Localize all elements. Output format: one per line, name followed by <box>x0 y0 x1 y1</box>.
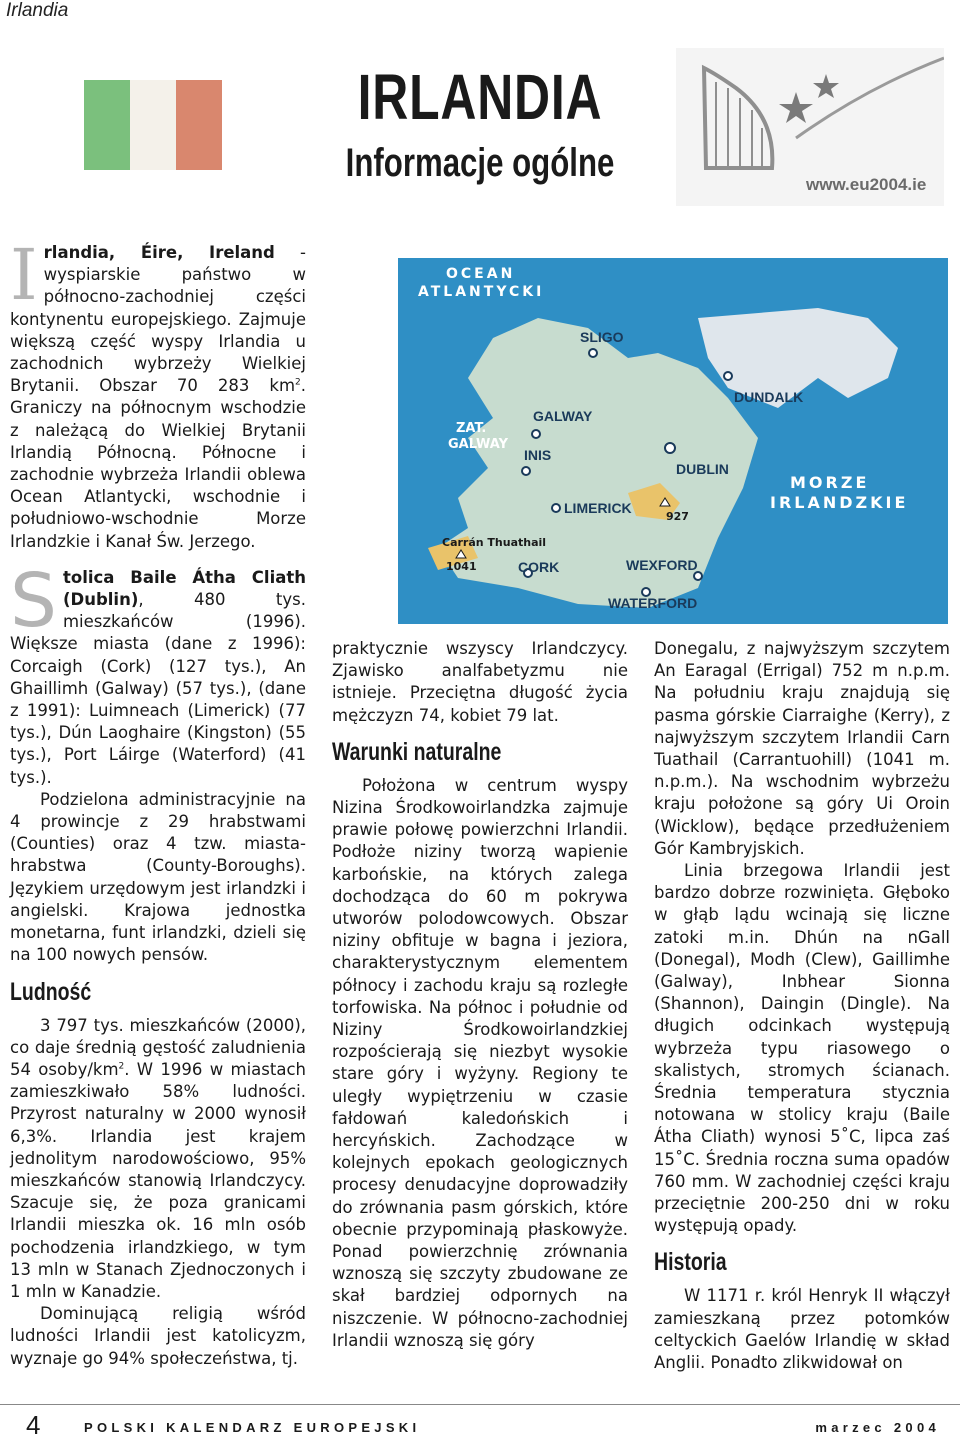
section-tag: Irlandia <box>6 0 69 21</box>
heading-ludnosc: Ludność <box>10 977 92 1006</box>
page-subtitle: Informacje ogólne <box>345 141 615 185</box>
population-text-a: 3 797 tys. mieszkańców (2000), co daje średnią gęstość zaludnienia 54 osoby/km <box>10 1015 306 1079</box>
peak-name-carran: Carrán Thuathail <box>442 536 547 549</box>
flag-white-stripe <box>130 80 176 170</box>
city-dublin: DUBLIN <box>676 461 729 477</box>
religion-continued-paragraph: praktycznie wszyscy Irlandczycy. Zjawisko analfabetyzmu nie istnieje. Przeciętna długość życia mężczyzn 74, kobiet 79 lat. <box>332 639 628 725</box>
city-inis: INIS <box>524 447 552 463</box>
intro-lead: rlandia, Éire, Ireland <box>43 243 275 262</box>
city-sligo: SLIGO <box>580 329 624 345</box>
irish-flag-icon <box>84 80 222 170</box>
administration-paragraph: Podzielona administracyjnie na 4 prowincje z 29 hrabstwami (Counties) oraz 4 tzw. miasta-hrabstwa (County-Boroughs). Językiem urzędowym jest irlandzki i angielski. Krajowa jednostka monetarna, funt irlandzki, dzieli się na 100 nowych pensów. <box>10 789 306 965</box>
logo-url: www.eu2004.ie <box>806 175 927 194</box>
ireland-map <box>398 258 948 624</box>
heading-historia: Historia <box>654 1248 727 1277</box>
page-number: 4 <box>26 1410 41 1440</box>
intro-text-a: - wyspiarskie państwo w północno-zachodniej części kontynentu europejskiego. Zajmuje większą część wyspy Irlandia u zachodnich wybrzeży Wielkiej Brytanii. Obszar 70 283 km <box>10 243 306 396</box>
city-dundalk: DUNDALK <box>734 389 804 405</box>
column-1 <box>10 234 306 1370</box>
flag-green-stripe <box>84 80 130 170</box>
nature-paragraph: Położona w centrum wyspy Nizina Środkowoirlandzka zajmuje prawie połowę powierzchni Irlandii. Podłoże niziny tworzą wapienie karbońskie, na których zalega dochodząca do 60 m pokrywa utworów polodowcowych. Obszar niziny obfituje w bagna i jeziora, charakterystycznym elementem północy i zachodu kraju są rozległe torfowiska. Na północ i południe od Niziny Środkowoirlandzkiej rozpościerają się niezbyt wysokie stare góry i wyżyny. Regiony te uległy wypiętrzeniu w czasie fałdowań kaledońskich i hercyńskich. Zachodzące w kolejnych epokach geologicznych procesy denudacyjne doprowadziły do zrównania pasm górskich, które obecnie przypominają płaskowyże. Ponad powierzchnię zrównania wznoszą się szczyty zbudowane ze skał bardziej odpornych na niszczenie. W północno-zachodniej Irlandii wznoszą się góry <box>332 775 628 1350</box>
history-paragraph: W 1171 r. król Henryk II włączył zamieszkaną przez potomków celtyckich Gaelów Irlandię w skład Anglii. Ponadto zlikwidował on <box>654 1286 950 1373</box>
population-text-b: . W 1996 w miastach zamieszkiwało 58% ludności. Przyrost naturalny w 2000 wynosił 6,3%. Irlandia jest krajem jednolitym narodowościowo, 95% mieszkańców stanowią Irlandczycy. Szacuje się, że poza granicami Irlandii mieszka ok. 16 mln osób pochodzenia irlandzkiego, w tym 13 mln w Stanach Zjednoczonych i 1 mln w Kanadzie. <box>10 1059 306 1301</box>
bay-label-galway: GALWAY <box>448 437 508 452</box>
city-limerick: LIMERICK <box>564 500 632 516</box>
capital-paragraph <box>10 557 306 789</box>
page-title-block <box>340 62 621 188</box>
footer-publication: POLSKI KALENDARZ EUROPEJSKI <box>84 1420 421 1435</box>
heading-warunki-naturalne: Warunki naturalne <box>332 737 502 766</box>
sea-label-atlantycki: ATLANTYCKI <box>418 284 545 300</box>
city-wexford: WEXFORD <box>626 557 698 573</box>
mountains-paragraph: Donegalu, z najwyższym szczytem An Earagal (Errigal) 752 m n.p.m. Na południu kraju znajdują się pasma górskie Ciarraighe (Kerry), z najwyższym szczytem Irlandii Carn Tuathail (Carrantuohill) (1041 m. n.p.m.). Na wschodnim wybrzeżu kraju położone są góry Ui Oroin (Wicklow), będące przedłużeniem Gór Kambryjskich. <box>654 639 950 858</box>
flag-orange-stripe <box>176 80 222 170</box>
intro-text-b: . Graniczy na północnym wschodzie z należącą do Wielkiej Brytanii Irlandią Północną. Północne i zachodnie wybrzeża Irlandii oblewa Ocean Atlantycki, wschodnie i południowo-wschodnie Morze Irlandzkie i Kanał Św. Jerzego. <box>10 376 306 551</box>
footer-date: marzec 2004 <box>815 1420 940 1435</box>
bay-label-zat: ZAT. <box>456 421 487 436</box>
coastline-paragraph: Linia brzegowa Irlandii jest bardzo dobrze rozwinięta. Głęboko w głąb lądu wcinają się liczne zatoki m.in. Dhún na nGall (Donegal), Modh (Clew), Gaillimhe (Galway), Inbhear Sionna (Shannon), Daingin (Dingle). Na długich odcinkach występują wybrzeża typu riasowego o skalistych, stromych ścianach. Średnia temperatura stycznia notowana w stolicy kraju (Baile Átha Cliath) wynosi 5˚C, lipca zaś 15˚C. Średnia roczna suma opadów 760 mm. W zachodniej części kraju przeciętnie 200-250 dni w roku występują opady. <box>654 861 950 1236</box>
peak-elev-927: 927 <box>666 510 689 523</box>
city-cork: CORK <box>518 559 560 575</box>
page-title: IRLANDIA <box>357 61 603 133</box>
religion-paragraph: Dominującą religią wśród ludności Irlandii jest katolicyzm, wyznaje go 94% społeczeństwa, tj. <box>10 1304 306 1368</box>
column-3 <box>654 638 950 1374</box>
footer-divider <box>0 1404 960 1405</box>
capital-text: , 480 tys. mieszkańców (1996). Większe miasta (dane z 1996): Corcaigh (Cork) (127 tys.), An Ghaillimh (Galway) (57 tys.), (dane z 1991): Luimneach (Limerick) (77 tys.), Dún Laoghaire (Kingston) (55 tys.), Port Láirge (Waterford) (41 tys.). <box>10 590 306 787</box>
dropcap-s: S <box>10 557 57 644</box>
sea-label-irlandzkie: IRLANDZKIE <box>770 493 909 512</box>
peak-elev-1041: 1041 <box>446 560 477 573</box>
intro-paragraph <box>10 234 306 553</box>
capital-lead: tolica Baile Átha Cliath (Dublin) <box>62 567 306 610</box>
column-2 <box>332 638 628 1352</box>
city-galway: GALWAY <box>533 408 593 424</box>
sea-label-ocean: OCEAN <box>446 266 516 282</box>
sea-label-morze: MORZE <box>790 473 870 492</box>
area-superscript: 2 <box>295 377 301 388</box>
city-waterford: WATERFORD <box>608 595 698 611</box>
density-superscript: 2 <box>118 1061 125 1072</box>
population-paragraph <box>10 1015 306 1304</box>
eu-presidency-logo <box>676 48 944 206</box>
dropcap-i: I <box>10 234 38 316</box>
